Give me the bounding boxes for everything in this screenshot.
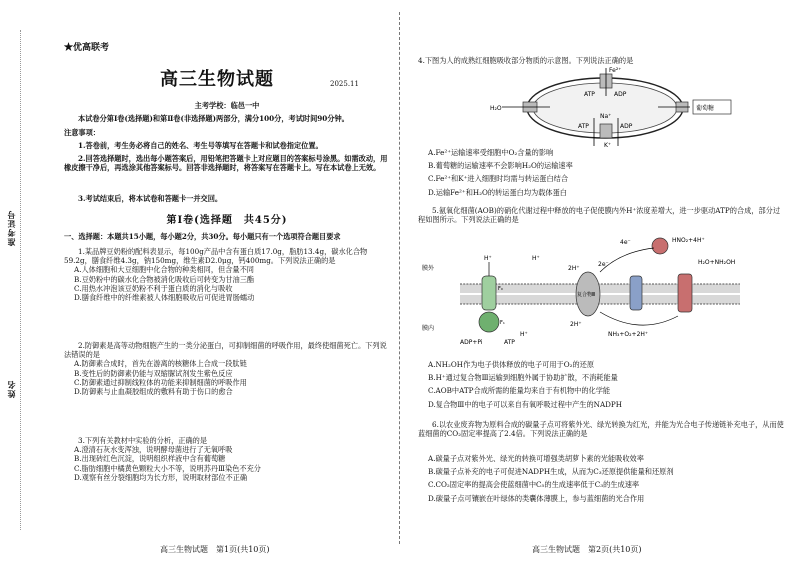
option-c: C.AOB中ATP合成所需的能量均来自于有机物中的化学能 xyxy=(428,386,611,396)
label-atp: ATP xyxy=(504,339,515,346)
label-h-3: H⁺ xyxy=(520,331,528,338)
question-2 xyxy=(64,341,390,396)
label-na: Na⁺ xyxy=(600,113,612,120)
option-a: A.澄清石灰水变浑浊，说明酵母菌进行了无氧呼吸 xyxy=(74,445,233,455)
question-stem: 2.防御素是高等动物细胞产生的一类分泌蛋白，可抑制细菌的呼吸作用，最终使细菌死亡。下列说法错误的是 xyxy=(64,341,387,360)
hao-enzyme xyxy=(678,274,692,312)
label-2h-2: 2H⁺ xyxy=(570,321,582,328)
label-f0: F₀ xyxy=(498,286,503,292)
label-outer: 膜外 xyxy=(422,265,435,272)
page-footer: 高三生物试题 第2页(共10页) xyxy=(532,545,642,554)
page-footer: 高三生物试题 第1页(共10页) xyxy=(160,545,270,554)
note-2: 2.回答选择题时，选出每小题答案后，用铅笔把答题卡上对应题目的答案标号涂黑。如需改动，用橡皮擦干净后，再选涂其他答案标号。回答非选择题时，将答案写在答题卡上。写在本试卷上无效。 xyxy=(64,154,388,173)
option-c: C.用热水冲泡该豆奶粉不利于蛋白质的消化与吸收 xyxy=(74,283,233,293)
part-title: 一、选择题：本题共15小题，每小题2分，共30分。每小题只有一个选项符合题目要求 xyxy=(64,232,341,241)
atp-synthase xyxy=(479,276,499,332)
option-a: A.碳量子点对紫外光、绿光的转换可增强类胡萝卜素的光能吸收效率 xyxy=(428,454,644,463)
option-a: A.人体细胞和大豆细胞中化合物的种类相同，但含量不同 xyxy=(74,265,254,275)
question-4-options xyxy=(418,148,784,197)
label-2h-1: 2H⁺ xyxy=(568,265,580,272)
label-h2o-nh2oh: H₂O+NH₂OH xyxy=(698,259,736,266)
option-d: D.碳量子点可镶嵌在叶绿体的类囊体薄膜上，参与蓝细菌的光合作用 xyxy=(428,493,645,503)
question-6-stem: 6.以农业废弃物为原料合成的碳量子点可将紫外光、绿光转换为红光，并能为光合电子传递链补充电子，从而使蓝细菌的CO₂固定率提高了2.4倍。下列说法正确的是 xyxy=(418,420,784,439)
figure-red-blood-cell xyxy=(490,66,740,148)
label-glucose: 葡萄糖 xyxy=(696,105,715,112)
note-3: 3.考试结束后，将本试卷和答题卡一并交回。 xyxy=(78,194,223,203)
host-school: 主考学校：临邑一中 xyxy=(194,101,260,110)
label-f1: F₁ xyxy=(500,320,505,326)
notes-title: 注意事项： xyxy=(64,128,100,137)
side-label-exam-number: 准考证号 xyxy=(6,210,16,246)
option-b: B.豆奶粉中的碳水化合物被消化吸收后可转变为甘油三酯 xyxy=(74,274,255,284)
option-b: B.出现砖红色沉淀，说明组织样液中含有葡萄糖 xyxy=(74,454,226,464)
option-b: B.变性后的防御素仍能与双缩脲试剂发生紫色反应 xyxy=(74,368,233,378)
question-5-stem: 5.氨氧化细菌(AOB)的硝化代谢过程中释放的电子促使膜内外H⁺浓度差增大，进一步驱动ATP的合成，部分过程如图所示。下列说法正确的是 xyxy=(418,206,781,225)
label-inner: 膜内 xyxy=(422,325,435,332)
option-b: B.葡萄糖的运输速率不会影响H₂O的运输速率 xyxy=(428,161,573,171)
option-d: D.运输Fe²⁺和H₂O的转运蛋白均为载体蛋白 xyxy=(428,187,567,197)
label-complex-iii: 复合物Ⅲ xyxy=(577,292,596,298)
label-h-2: H⁺ xyxy=(532,255,540,262)
label-nh3: NH₃+O₂+2H⁺ xyxy=(608,331,649,338)
binding-line xyxy=(20,30,21,530)
amo-enzyme xyxy=(652,238,668,254)
label-atp-1: ATP xyxy=(584,91,595,98)
page-title: 高三生物试题 xyxy=(160,69,274,90)
option-c: C.脂肪细胞中橘黄色颗粒大小不等，说明苏丹Ⅲ染色不充分 xyxy=(74,463,261,473)
label-hno2: HNO₂+4H⁺ xyxy=(672,237,705,244)
option-b: B.碳量子点补充的电子可促进NADPH生成，从而为C₃还原提供能量和还原剂 xyxy=(428,467,674,477)
label-adp-2: ADP xyxy=(620,123,633,130)
label-k: K⁺ xyxy=(604,142,612,148)
na-k-pump xyxy=(600,124,612,138)
option-a: A.Fe²⁺运输速率受细胞中O₂含量的影响 xyxy=(428,148,554,157)
option-c: C.防御素通过抑制线粒体的功能来抑制细菌的呼吸作用 xyxy=(74,377,247,387)
brand-label: ★优高联考 xyxy=(64,43,110,53)
option-a: A.防御素合成时，首先在游离的核糖体上合成一段肽链 xyxy=(74,359,247,369)
option-d: D.防御素与止血凝胶组成的敷料有助于伤口的愈合 xyxy=(74,387,233,397)
option-b: B.H⁺通过复合物Ⅲ运输到细胞外属于协助扩散，不消耗能量 xyxy=(428,373,618,383)
option-c: C.CO₂固定率的提高会使蓝细菌中C₅的生成速率低于C₃的生成速率 xyxy=(428,480,640,490)
label-2e: 2e⁻ xyxy=(598,261,609,268)
exam-date: 2025.11 xyxy=(330,80,359,88)
label-fe: Fe²⁺ xyxy=(609,67,622,74)
label-water: H₂O xyxy=(490,105,502,112)
side-label-name: 姓名 xyxy=(6,380,16,398)
option-a: A.NH₂OH作为电子供体释放的电子可用于O₂的还原 xyxy=(428,360,595,369)
electron-carrier xyxy=(630,276,642,310)
label-h-1: H⁺ xyxy=(484,255,492,262)
label-atp-2: ATP xyxy=(578,123,589,130)
intro-text: 本试卷分第Ⅰ卷(选择题)和第Ⅱ卷(非选择题)两部分，满分100分，考试时间90分钟。 xyxy=(78,114,349,123)
label-adp-1: ADP xyxy=(614,91,627,98)
question-stem: 3.下列有关教材中实验的分析，正确的是 xyxy=(78,436,208,445)
question-stem: 1.某品牌豆奶粉的配料表显示，每100g产品中含有蛋白质17.0g，脂肪13.4g，碳水化合物59.2g，膳食纤维4.3g，钠150mg，维生素D2.0μg，钙400mg。下列说法正确的是 xyxy=(64,247,368,266)
question-1 xyxy=(64,247,390,302)
label-4e: 4e⁻ xyxy=(620,239,631,246)
page-2 xyxy=(400,0,800,562)
question-6-options xyxy=(418,454,784,503)
figure-aob-membrane xyxy=(420,232,770,350)
question-5-options xyxy=(418,360,784,409)
section-title: 第Ⅰ卷(选择题 共45分) xyxy=(166,215,288,226)
label-adp-pi: ADP+Pi xyxy=(460,339,483,346)
question-4-stem: 4.下图为人的成熟红细胞吸收部分物质的示意图。下列说法正确的是 xyxy=(418,56,634,65)
option-d: D.膳食纤维中的纤维素被人体细胞吸收后可促进胃肠蠕动 xyxy=(74,293,255,303)
note-1: 1.答卷前，考生务必将自己的姓名、考生号等填写在答题卡和试卷指定位置。 xyxy=(78,141,323,150)
question-3 xyxy=(64,436,390,482)
option-d: D.观察有丝分裂细胞均为长方形，说明取材部位不正确 xyxy=(74,472,248,482)
option-d: D.复合物Ⅲ中的电子可以来自有氧呼吸过程中产生的NADPH xyxy=(428,399,623,409)
option-c: C.Fe²⁺和K⁺进入细胞时均需与转运蛋白结合 xyxy=(428,174,569,184)
